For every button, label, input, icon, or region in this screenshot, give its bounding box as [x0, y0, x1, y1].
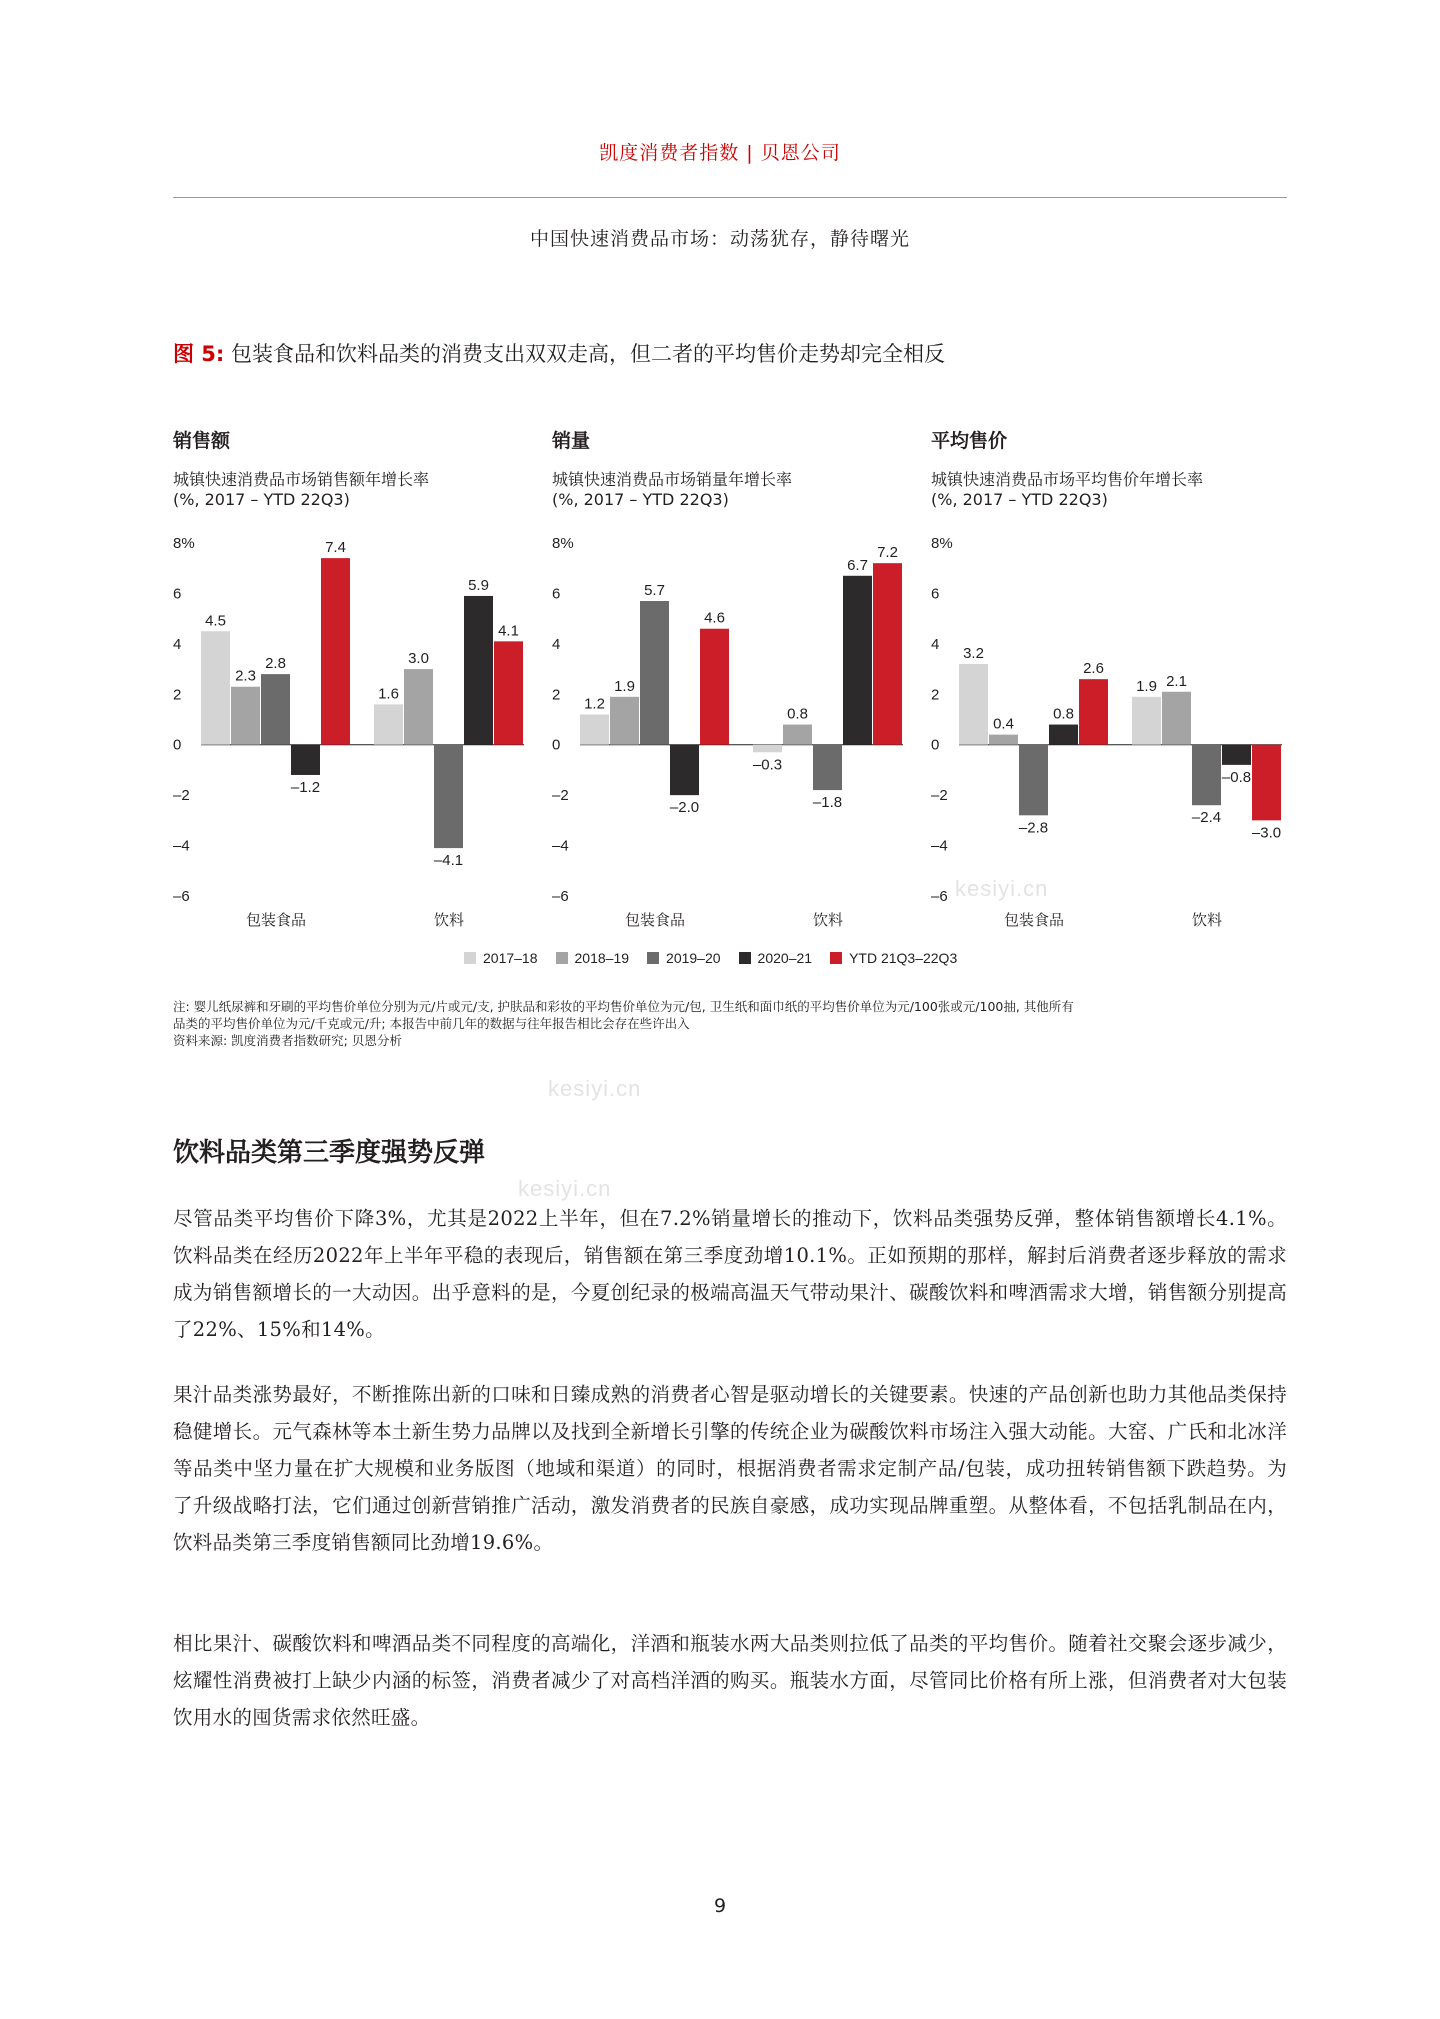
bar	[753, 745, 782, 753]
watermark-text: kesiyi.cn	[518, 1176, 612, 1201]
body-paragraph: 相比果汁、碳酸饮料和啤酒品类不同程度的高端化，洋酒和瓶装水两大品类则拉低了品类的平均售价。随着社交聚会逐步减少，炫耀性消费被打上缺少内涵的标签，消费者减少了对高档洋酒的购买。瓶装水方面，尽管同比价格有所上涨，但消费者对大包装饮用水的囤货需求依然旺盛。	[173, 1632, 1287, 1729]
bar	[1192, 745, 1221, 806]
legend-label: 2017–18	[483, 950, 538, 966]
data-label: 1.2	[584, 695, 605, 713]
y-tick-label: –2	[173, 787, 190, 805]
bar-charts	[0, 0, 1440, 940]
legend-item	[739, 950, 813, 966]
chart-title: 平均售价	[931, 430, 1008, 452]
bar	[374, 704, 403, 744]
y-tick-label: 8%	[173, 535, 195, 552]
bar	[959, 664, 988, 745]
watermark-text: kesiyi.cn	[548, 1076, 642, 1101]
y-tick-label: –6	[931, 888, 948, 905]
data-label: 0.8	[787, 705, 808, 723]
note-line: 注: 婴儿纸尿裤和牙刷的平均售价单位分别为元/片或元/支, 护肤品和彩妆的平均售价单位为元/包, 卫生纸和面巾纸的平均售价单位为元/100张或元/100抽, 其他所有	[173, 999, 1074, 1014]
bar	[464, 596, 493, 745]
data-label: 2.1	[1166, 672, 1187, 690]
report-subtitle: 中国快速消费品市场：动荡犹存，静待曙光	[529, 228, 910, 250]
legend-swatch	[830, 952, 842, 964]
data-label: –2.4	[1191, 809, 1222, 827]
data-label: –0.3	[752, 756, 783, 774]
data-label: –1.2	[290, 778, 321, 796]
data-label: 7.4	[325, 539, 346, 557]
data-label: 0.8	[1053, 705, 1074, 723]
bar	[404, 669, 433, 745]
data-label: –1.8	[812, 794, 843, 812]
bar	[1222, 745, 1251, 765]
category-label: 包装食品	[245, 911, 307, 929]
source-line: 资料来源: 凯度消费者指数研究; 贝恩分析	[173, 1033, 402, 1048]
bar	[610, 697, 639, 745]
category-label: 包装食品	[624, 911, 686, 929]
data-label: –3.0	[1251, 824, 1282, 842]
y-tick-label: 6	[931, 585, 940, 603]
data-label: 2.3	[235, 667, 256, 685]
bar	[580, 714, 609, 744]
bar	[1162, 692, 1191, 745]
bar	[261, 674, 290, 745]
data-label: 7.2	[877, 544, 898, 562]
legend-item	[556, 950, 630, 966]
data-label: –4.1	[433, 852, 464, 870]
bar	[700, 629, 729, 745]
bar	[1079, 679, 1108, 745]
bar	[783, 725, 812, 745]
bar	[291, 745, 320, 775]
chart-title: 销售额	[173, 430, 231, 452]
y-tick-label: –6	[173, 888, 190, 905]
note-line: 品类的平均售价单位为元/千克或元/升; 本报告中前几年的数据与往年报告相比会存在些许出入	[173, 1016, 690, 1031]
legend-swatch	[556, 952, 568, 964]
data-label: 4.6	[704, 609, 725, 627]
legend-label: 2019–20	[666, 950, 721, 966]
chart-subtitle: 城镇快速消费品市场销量年增长率	[552, 470, 793, 489]
bar	[1132, 697, 1161, 745]
chart-legend	[464, 950, 957, 966]
legend-item	[830, 950, 957, 966]
bar	[670, 745, 699, 795]
data-label: 1.6	[378, 685, 399, 703]
y-tick-label: 4	[173, 635, 182, 653]
page-number: 9	[713, 1895, 727, 1917]
bar	[813, 745, 842, 790]
bar	[494, 641, 523, 744]
y-tick-label: –4	[552, 837, 569, 855]
legend-label: 2020–21	[757, 950, 813, 966]
data-label: 1.9	[614, 677, 635, 695]
y-tick-label: 2	[173, 686, 182, 704]
y-tick-label: 4	[931, 635, 940, 653]
legend-item	[464, 950, 538, 966]
chart-title: 销量	[552, 430, 591, 452]
body-paragraph: 尽管品类平均售价下降3%，尤其是2022上半年，但在7.2%销量增长的推动下，饮料品类强势反弹，整体销售额增长4.1%。饮料品类在经历2022年上半年平稳的表现后，销售额在第三季度劲增10.1%。正如预期的那样，解封后消费者逐步释放的需求成为销售额增长的一大动因。出乎意料的是，今夏创纪录的极端高温天气带动果汁、碳酸饮料和啤酒需求大增，销售额分别提高了22%、15%和14%。	[173, 1207, 1287, 1341]
bar	[201, 631, 230, 744]
figure-caption-text: 包装食品和饮料品类的消费支出双双走高，但二者的平均售价走势却完全相反	[224, 342, 946, 366]
data-label: 0.4	[993, 715, 1014, 733]
y-tick-label: 2	[931, 686, 940, 704]
legend-swatch	[739, 952, 751, 964]
data-label: 4.1	[498, 622, 519, 640]
y-tick-label: 8%	[552, 535, 574, 552]
chart-notes	[173, 998, 1293, 1049]
bar	[640, 601, 669, 745]
legend-item	[647, 950, 721, 966]
bar	[989, 735, 1018, 745]
y-tick-label: 6	[173, 585, 182, 603]
category-label: 饮料	[1191, 911, 1223, 929]
category-label: 饮料	[433, 911, 465, 929]
legend-swatch	[647, 952, 659, 964]
y-tick-label: 0	[173, 736, 182, 754]
y-tick-label: 0	[552, 736, 561, 754]
bar	[434, 745, 463, 848]
data-label: 3.0	[408, 650, 429, 668]
data-label: –2.0	[669, 799, 700, 817]
figure-label: 图 5:	[173, 342, 225, 366]
data-label: 2.6	[1083, 660, 1104, 678]
bar	[843, 576, 872, 745]
y-tick-label: –2	[552, 787, 569, 805]
bar	[1252, 745, 1281, 821]
chart-subtitle: (%, 2017 – YTD 22Q3)	[552, 490, 729, 509]
data-label: –2.8	[1018, 819, 1049, 837]
category-label: 包装食品	[1003, 911, 1065, 929]
legend-label: YTD 21Q3–22Q3	[849, 950, 958, 966]
header-title: 凯度消费者指数 | 贝恩公司	[599, 142, 841, 164]
y-tick-label: –4	[931, 837, 948, 855]
data-label: 5.9	[468, 576, 489, 594]
data-label: 6.7	[847, 556, 868, 574]
chart-subtitle: 城镇快速消费品市场平均售价年增长率	[931, 470, 1204, 489]
y-tick-label: 4	[552, 635, 561, 653]
data-label: 3.2	[963, 645, 984, 663]
section-heading: 饮料品类第三季度强势反弹	[173, 1138, 486, 1168]
y-tick-label: 0	[931, 736, 940, 754]
data-label: 2.8	[265, 655, 286, 673]
bar	[873, 563, 902, 745]
y-tick-label: –6	[552, 888, 569, 905]
bar	[1019, 745, 1048, 816]
data-label: 5.7	[644, 581, 665, 599]
legend-swatch	[464, 952, 476, 964]
chart-subtitle: (%, 2017 – YTD 22Q3)	[173, 490, 350, 509]
data-label: 1.9	[1136, 677, 1157, 695]
category-label: 饮料	[812, 911, 844, 929]
bar	[321, 558, 350, 745]
chart-subtitle: (%, 2017 – YTD 22Q3)	[931, 490, 1108, 509]
y-tick-label: –2	[931, 787, 948, 805]
chart-subtitle: 城镇快速消费品市场销售额年增长率	[173, 470, 430, 489]
bar	[231, 687, 260, 745]
data-label: 4.5	[205, 612, 226, 630]
data-label: –0.8	[1221, 768, 1252, 786]
y-tick-label: –4	[173, 837, 190, 855]
y-tick-label: 2	[552, 686, 561, 704]
y-tick-label: 6	[552, 585, 561, 603]
legend-label: 2018–19	[574, 950, 630, 966]
y-tick-label: 8%	[931, 535, 953, 552]
watermark-text: kesiyi.cn	[955, 876, 1049, 901]
bar	[1049, 725, 1078, 745]
body-paragraph: 果汁品类涨势最好，不断推陈出新的口味和日臻成熟的消费者心智是驱动增长的关键要素。快速的产品创新也助力其他品类保持稳健增长。元气森林等本土新生势力品牌以及找到全新增长引擎的传统企业为碳酸饮料市场注入强大动能。大窑、广氏和北冰洋等品类中坚力量在扩大规模和业务版图（地域和渠道）的同时，根据消费者需求定制产品/包装，成功扭转销售额下跌趋势。为了升级战略打法，它们通过创新营销推广活动，激发消费者的民族自豪感，成功实现品牌重塑。从整体看，不包括乳制品在内，饮料品类第三季度销售额同比劲增19.6%。	[173, 1383, 1287, 1554]
